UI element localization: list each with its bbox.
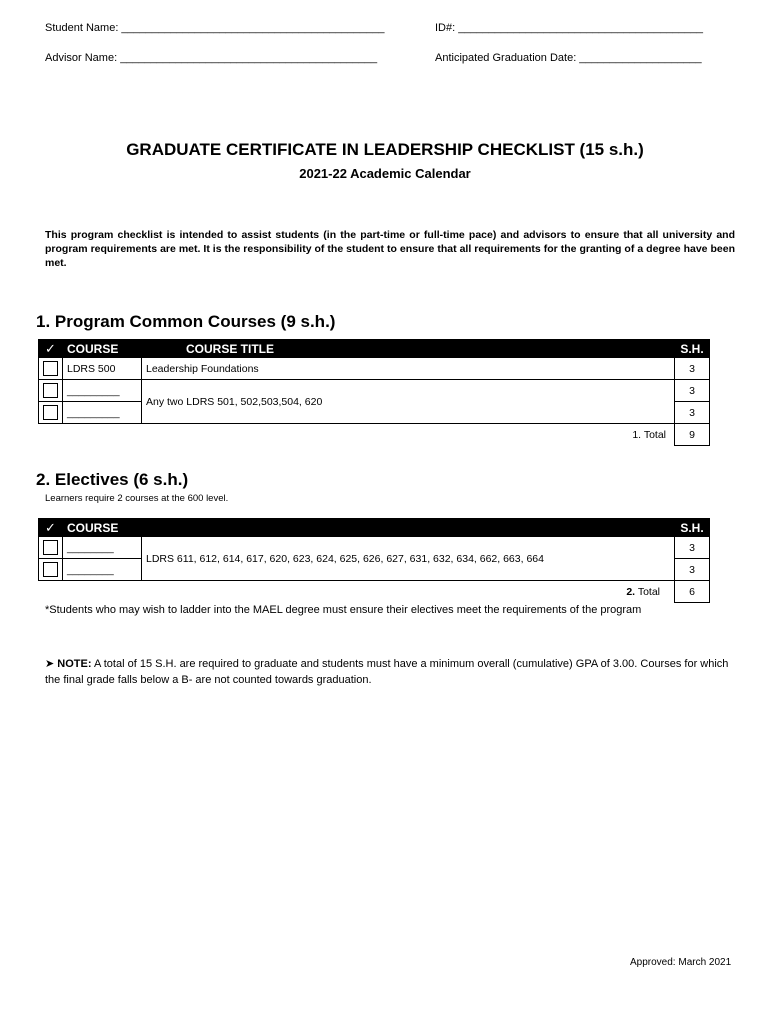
row-checkbox[interactable] <box>39 559 63 581</box>
course-sh: 3 <box>675 402 710 424</box>
section2-footnote: *Students who may wish to ladder into the MAEL degree must ensure their electives meet the requirements of the program <box>45 604 642 616</box>
section2-table <box>38 518 710 603</box>
course-column-header: COURSE <box>63 519 142 537</box>
note-label: NOTE: <box>57 658 92 670</box>
course-code-blank[interactable]: ________ <box>63 559 142 581</box>
section2-total-label: 2. Total <box>626 585 660 598</box>
checkbox-icon[interactable] <box>43 361 58 376</box>
total-row <box>39 424 710 446</box>
row-checkbox[interactable] <box>39 358 63 380</box>
checkbox-icon[interactable] <box>43 405 58 420</box>
section1-total-value: 9 <box>675 424 710 446</box>
section2-subnote: Learners require 2 courses at the 600 level. <box>45 493 229 504</box>
intro-paragraph: This program checklist is intended to assist students (in the part-time or full-time pace) and advisors to ensure that all university and program requirements are met. It is the responsibility of the student to ensure that all requirements for the granting of a degree have been met. <box>45 229 735 269</box>
course-title: Leadership Foundations <box>142 358 675 380</box>
course-title-column-header: COURSE TITLE <box>142 340 675 358</box>
section1-table <box>38 339 710 446</box>
approved-date: Approved: March 2021 <box>630 957 732 968</box>
page-title: GRADUATE CERTIFICATE IN LEADERSHIP CHECKLIST (15 s.h.) <box>126 140 644 159</box>
course-title-merged: Any two LDRS 501, 502,503,504, 620 <box>142 380 675 424</box>
sh-column-header: S.H. <box>675 340 710 358</box>
row-checkbox[interactable] <box>39 380 63 402</box>
graduation-note <box>45 656 735 688</box>
row-checkbox[interactable] <box>39 537 63 559</box>
section2-total-value: 6 <box>675 581 710 603</box>
course-title-merged: LDRS 611, 612, 614, 617, 620, 623, 624, 625, 626, 627, 631, 632, 634, 662, 663, 664 <box>142 537 675 581</box>
section2-heading: 2. Electives (6 s.h.) <box>36 470 189 489</box>
anticipated-graduation-field[interactable]: Anticipated Graduation Date: ____________________ <box>435 52 702 64</box>
student-name-field[interactable]: Student Name: ___________________________________________ <box>45 22 385 34</box>
course-sh: 3 <box>675 559 710 581</box>
table-row <box>39 380 710 402</box>
course-code-blank[interactable]: ________ <box>63 537 142 559</box>
course-column-header: COURSE <box>63 340 142 358</box>
section1-heading: 1. Program Common Courses (9 s.h.) <box>36 312 336 331</box>
checkbox-icon[interactable] <box>43 540 58 555</box>
total-row <box>39 581 710 603</box>
section2-header-row <box>39 519 710 537</box>
section1-header-row <box>39 340 710 358</box>
table-row <box>39 537 710 559</box>
checkbox-icon[interactable] <box>43 562 58 577</box>
checkbox-icon[interactable] <box>43 383 58 398</box>
course-code-blank[interactable]: _________ <box>63 402 142 424</box>
arrow-bullet-icon: ➤ <box>45 658 55 670</box>
note-text: A total of 15 S.H. are required to graduate and students must have a minimum overall (cumulative) GPA of 3.00. Courses for which the final grade falls below a B- are not counted towards graduation. <box>45 658 729 686</box>
advisor-name-field[interactable]: Advisor Name: __________________________________________ <box>45 52 378 64</box>
id-field[interactable]: ID#: ________________________________________ <box>435 22 703 34</box>
check-column-header: ✓ <box>39 340 63 358</box>
section1-total-label: 1. Total <box>632 428 666 441</box>
row-checkbox[interactable] <box>39 402 63 424</box>
course-sh: 3 <box>675 537 710 559</box>
table-row <box>39 358 710 380</box>
page-subtitle: 2021-22 Academic Calendar <box>299 166 471 181</box>
course-code-blank[interactable]: _________ <box>63 380 142 402</box>
sh-column-header: S.H. <box>675 519 710 537</box>
check-column-header: ✓ <box>39 519 63 537</box>
course-title-column-header <box>142 519 675 537</box>
course-sh: 3 <box>675 380 710 402</box>
course-sh: 3 <box>675 358 710 380</box>
course-code: LDRS 500 <box>63 358 142 380</box>
